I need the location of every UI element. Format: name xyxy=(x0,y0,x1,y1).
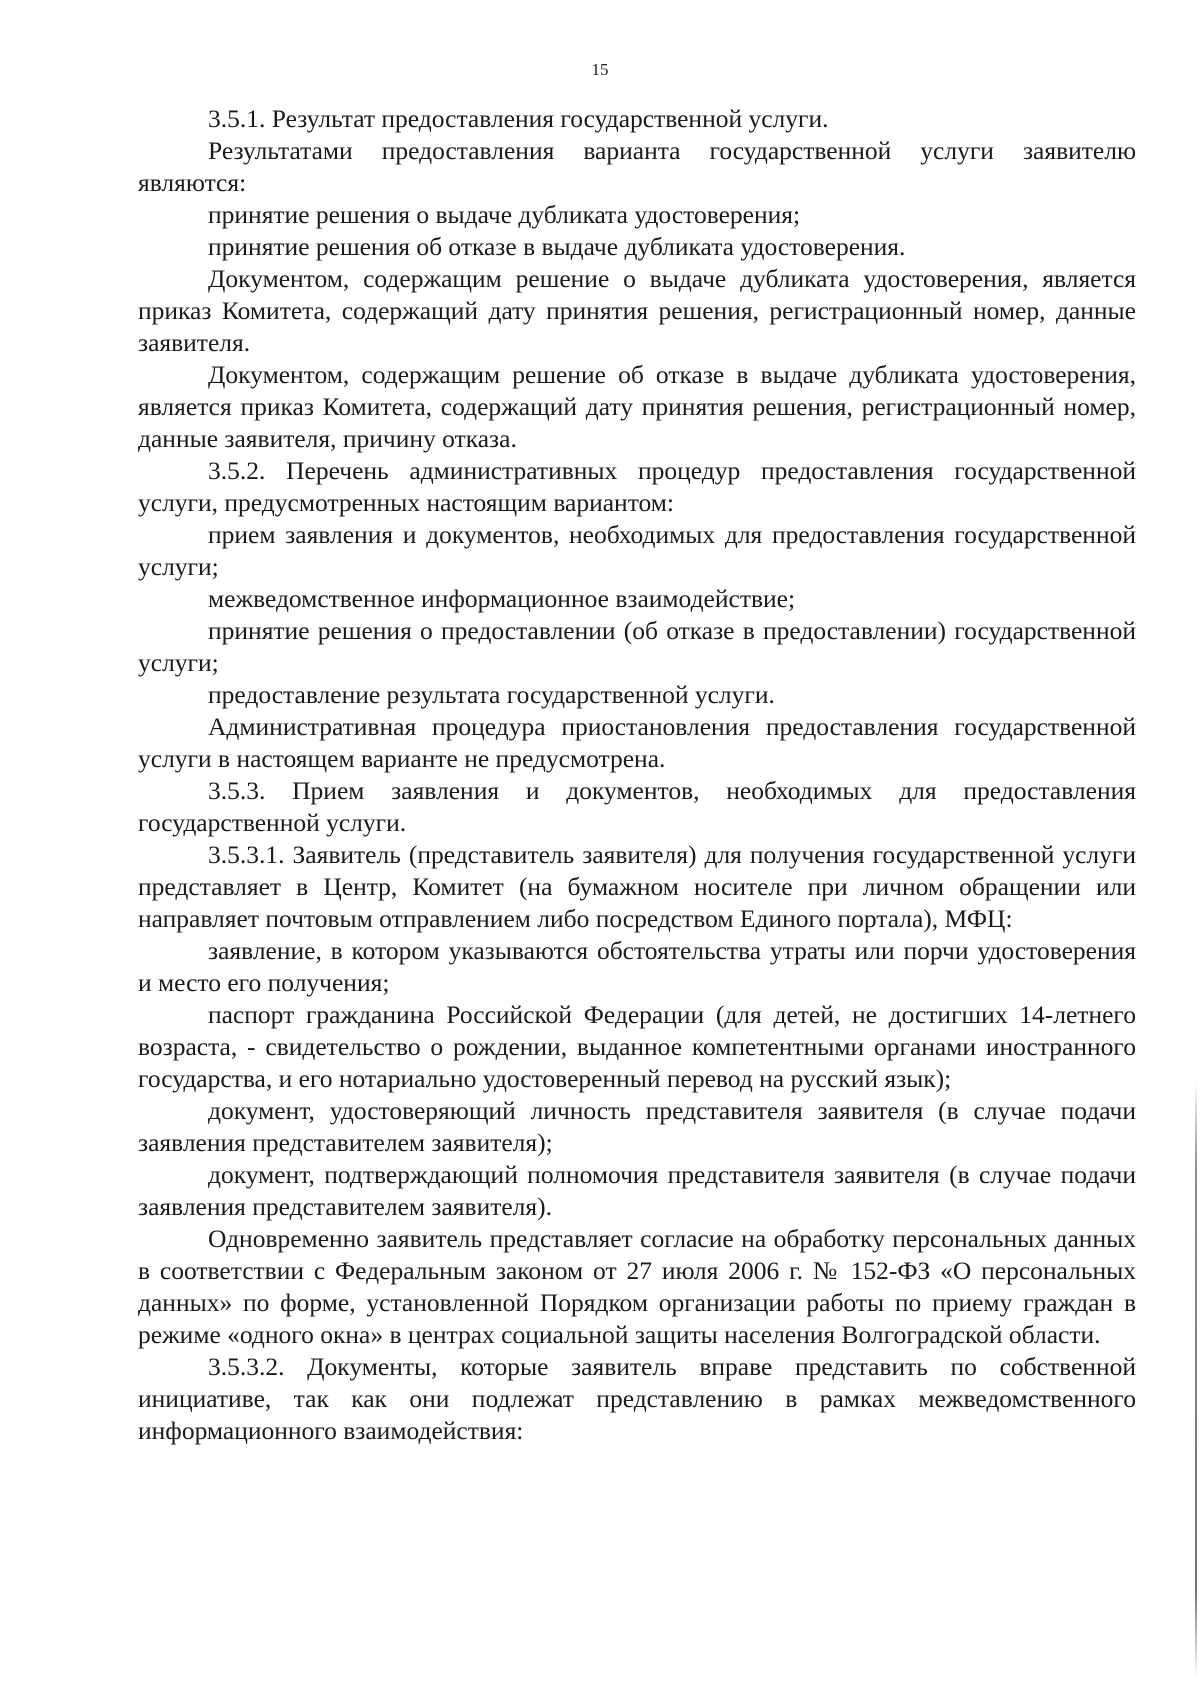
list-item-result-issue: принятие решения о выдаче дубликата удостоверения; xyxy=(208,200,801,229)
paragraph-issue-document: Документом, содержащим решение о выдаче дубликата удостоверения, является приказ Комитета, содержащий дату принятия решения, регистрационный номер, данные заявителя. xyxy=(138,264,1136,357)
scan-edge-line xyxy=(1195,1080,1197,1680)
list-item-document-application: заявление, в котором указываются обстоятельства утраты или порчи удостоверения и место его получения; xyxy=(138,936,1136,997)
section-heading-3-5-3: 3.5.3. Прием заявления и документов, необходимых для предоставления государственной услуги. xyxy=(138,776,1136,837)
paragraph-results: Результатами предоставления варианта государственной услуги заявителю являются: xyxy=(138,136,1136,197)
list-item-document-representative-id: документ, удостоверяющий личность представителя заявителя (в случае подачи заявления представителем заявителя); xyxy=(138,1096,1136,1157)
paragraph-personal-data-consent: Одновременно заявитель представляет согласие на обработку персональных данных в соответствии с Федеральным законом от 27 июля 2006 г. № 152-ФЗ «О персональных данных» по форме, установленной Порядком организации работы по приему граждан в режиме «одного окна» в центрах социальной защиты населения Волгоградской области. xyxy=(138,1224,1136,1349)
list-item-document-representative-authority: документ, подтверждающий полномочия представителя заявителя (в случае подачи заявления представителем заявителя). xyxy=(138,1160,1136,1221)
list-item-procedure-interagency: межведомственное информационное взаимодействие; xyxy=(208,584,796,613)
list-item-procedure-decision: принятие решения о предоставлении (об отказе в предоставлении) государственной услуги; xyxy=(138,616,1136,677)
list-item-procedure-result: предоставление результата государственной услуги. xyxy=(208,680,775,709)
section-heading-3-5-3-2: 3.5.3.2. Документы, которые заявитель вправе представить по собственной инициативе, так как они подлежат представлению в рамках межведомственного информационного взаимодействия: xyxy=(138,1352,1136,1445)
paragraph-suspension: Административная процедура приостановления предоставления государственной услуги в настоящем варианте не предусмотрена. xyxy=(138,712,1136,773)
section-heading-3-5-1: 3.5.1. Результат предоставления государственной услуги. xyxy=(208,104,829,133)
list-item-result-refusal: принятие решения об отказе в выдаче дубликата удостоверения. xyxy=(208,232,906,261)
section-heading-3-5-2: 3.5.2. Перечень административных процедур предоставления государственной услуги, предусмотренных настоящим вариантом: xyxy=(138,456,1136,517)
page-number: 15 xyxy=(591,60,609,79)
paragraph-refusal-document: Документом, содержащим решение об отказе в выдаче дубликата удостоверения, является приказ Комитета, содержащий дату принятия решения, регистрационный номер, данные заявителя, причину отказа. xyxy=(138,360,1136,453)
document-body xyxy=(138,103,1136,1447)
section-heading-3-5-3-1: 3.5.3.1. Заявитель (представитель заявителя) для получения государственной услуги представляет в Центр, Комитет (на бумажном носителе при личном обращении или направляет почтовым отправлением либо посредством Единого портала), МФЦ: xyxy=(138,840,1136,933)
list-item-document-passport: паспорт гражданина Российской Федерации (для детей, не достигших 14-летнего возраста, - свидетельство о рождении, выданное компетентными органами иностранного государства, и его нотариально удостоверенный перевод на русский язык); xyxy=(138,1000,1136,1093)
list-item-procedure-reception: прием заявления и документов, необходимых для предоставления государственной услуги; xyxy=(138,520,1136,581)
